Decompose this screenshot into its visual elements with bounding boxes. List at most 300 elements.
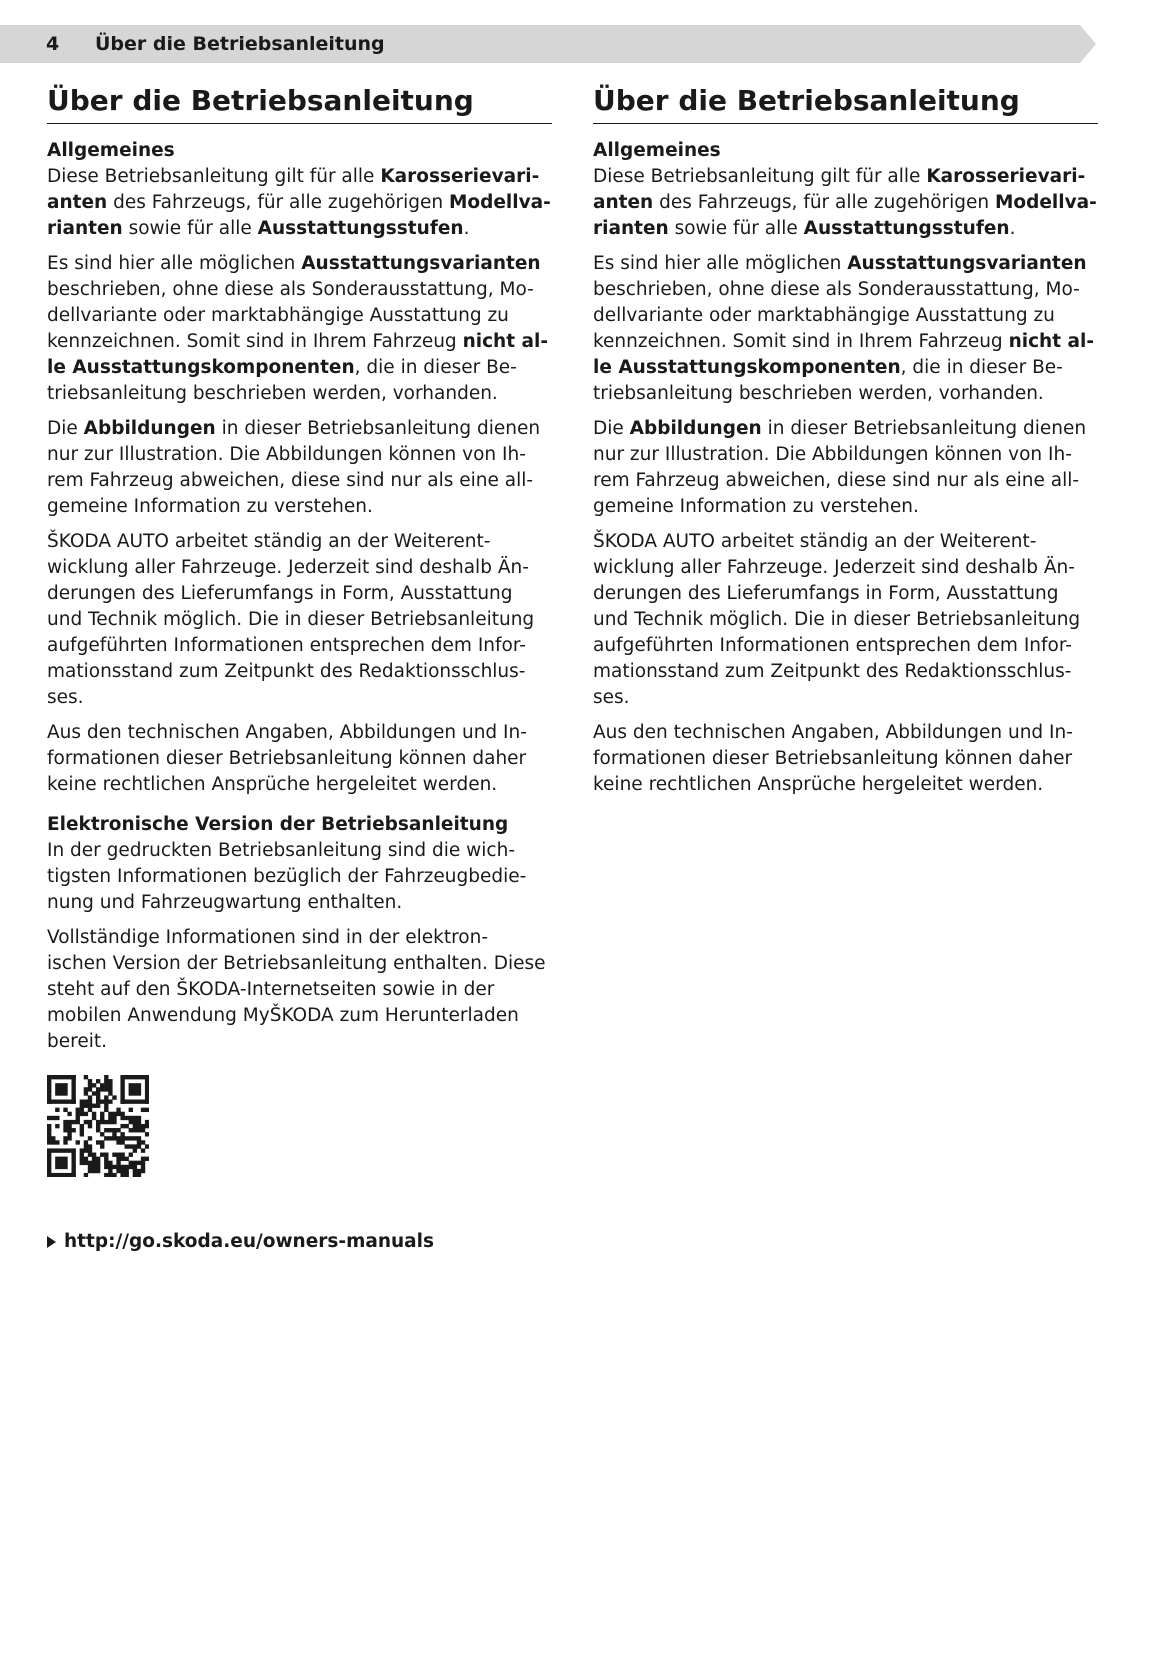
- qr-module: [125, 1173, 129, 1177]
- qr-module: [84, 1112, 88, 1116]
- qr-module: [100, 1144, 104, 1148]
- qr-module: [80, 1108, 84, 1112]
- qr-module: [67, 1124, 71, 1128]
- qr-module: [104, 1099, 108, 1103]
- qr-finder: [47, 1148, 51, 1177]
- text-line: kennzeichnen. Somit sind in Ihrem Fahrzeug nicht al-: [593, 331, 1094, 352]
- qr-module: [47, 1140, 51, 1144]
- text-line: beschrieben, ohne diese als Sonderausstattung, Mo-: [593, 279, 1080, 300]
- qr-module: [100, 1112, 104, 1116]
- qr-module: [116, 1136, 120, 1140]
- paragraph: [47, 416, 552, 520]
- qr-module: [120, 1132, 124, 1136]
- electronic-version-body: [47, 838, 552, 1055]
- qr-module: [137, 1120, 141, 1124]
- header-arrow-tab: [1080, 25, 1096, 63]
- text-line: anten des Fahrzeugs, für alle zugehörigen Modellva-: [593, 192, 1097, 213]
- qr-module: [84, 1144, 88, 1148]
- qr-module: [84, 1173, 88, 1177]
- qr-module: [67, 1120, 71, 1124]
- qr-module: [88, 1124, 92, 1128]
- qr-module: [129, 1153, 133, 1157]
- qr-module: [84, 1104, 88, 1108]
- qr-module: [63, 1124, 67, 1128]
- text-line: mationsstand zum Zeitpunkt des Redaktionsschlus-: [47, 661, 526, 682]
- qr-module: [116, 1169, 120, 1173]
- qr-module: [71, 1120, 75, 1124]
- qr-module: [116, 1165, 120, 1169]
- qr-module: [129, 1120, 133, 1124]
- qr-module: [120, 1140, 124, 1144]
- qr-module: [112, 1116, 116, 1120]
- text-line: Diese Betriebsanleitung gilt für alle Karosserievari-: [593, 166, 1086, 187]
- text-line: derungen des Lieferumfangs in Form, Ausstattung: [47, 583, 513, 604]
- qr-module: [120, 1116, 124, 1120]
- qr-module: [145, 1157, 149, 1161]
- qr-module: [47, 1116, 51, 1120]
- qr-module: [129, 1128, 133, 1132]
- qr-module: [100, 1140, 104, 1144]
- qr-module: [67, 1136, 71, 1140]
- owners-manual-link-text[interactable]: http://go.skoda.eu/owners-manuals: [64, 1231, 435, 1252]
- qr-module: [145, 1124, 149, 1128]
- qr-module: [129, 1108, 133, 1112]
- qr-module: [120, 1157, 124, 1161]
- text-line: triebsanleitung beschrieben werden, vorhanden.: [593, 383, 1044, 404]
- qr-module: [88, 1136, 92, 1140]
- text-line: rem Fahrzeug abweichen, diese sind nur als eine all-: [47, 470, 534, 491]
- text-line: keine rechtlichen Ansprüche hergeleitet werden.: [593, 774, 1044, 795]
- qr-module: [141, 1108, 145, 1112]
- qr-module: [88, 1079, 92, 1083]
- text-line: wicklung aller Fahrzeuge. Jederzeit sind deshalb Än-: [47, 557, 529, 578]
- qr-module: [96, 1161, 100, 1165]
- qr-module: [116, 1108, 120, 1112]
- qr-module: [96, 1124, 100, 1128]
- text-line: formationen dieser Betriebsanleitung können daher: [593, 748, 1073, 769]
- qr-module: [129, 1165, 133, 1169]
- qr-module: [133, 1161, 137, 1165]
- qr-module: [92, 1091, 96, 1095]
- qr-code-graphic: [47, 1075, 149, 1177]
- qr-module: [96, 1091, 100, 1095]
- qr-module: [112, 1112, 116, 1116]
- qr-module: [120, 1136, 124, 1140]
- qr-module: [133, 1165, 137, 1169]
- text-line: mobilen Anwendung MyŠKODA zum Herunterladen: [47, 1005, 519, 1026]
- text-line: Aus den technischen Angaben, Abbildungen und In-: [593, 722, 1073, 743]
- text-line: In der gedruckten Betriebsanleitung sind die wich-: [47, 840, 516, 861]
- text-line: wicklung aller Fahrzeuge. Jederzeit sind deshalb Än-: [593, 557, 1075, 578]
- text-line: aufgeführten Informationen entsprechen dem Infor-: [593, 635, 1072, 656]
- qr-module: [141, 1161, 145, 1165]
- qr-module: [96, 1104, 100, 1108]
- qr-module: [112, 1120, 116, 1124]
- running-title: Über die Betriebsanleitung: [95, 33, 385, 55]
- text-line: derungen des Lieferumfangs in Form, Ausstattung: [593, 583, 1059, 604]
- paragraph: [593, 416, 1098, 520]
- qr-module: [120, 1112, 124, 1116]
- qr-module: [120, 1173, 124, 1177]
- qr-module: [145, 1108, 149, 1112]
- paragraph: [47, 251, 552, 407]
- qr-module: [141, 1169, 145, 1173]
- paragraph: [593, 529, 1098, 711]
- qr-module: [104, 1128, 108, 1132]
- qr-module: [88, 1153, 92, 1157]
- qr-finder: [145, 1075, 149, 1104]
- qr-module: [133, 1148, 137, 1152]
- text-line: beschrieben, ohne diese als Sonderausstattung, Mo-: [47, 279, 534, 300]
- qr-module: [120, 1169, 124, 1173]
- qr-module: [137, 1140, 141, 1144]
- qr-finder: [55, 1083, 68, 1096]
- qr-module: [88, 1108, 92, 1112]
- qr-module: [47, 1136, 51, 1140]
- text-line: gemeine Information zu verstehen.: [47, 496, 373, 517]
- qr-module: [108, 1173, 112, 1177]
- text-line: nung und Fahrzeugwartung enthalten.: [47, 892, 403, 913]
- qr-module: [80, 1104, 84, 1108]
- qr-module: [84, 1140, 88, 1144]
- text-line: kennzeichnen. Somit sind in Ihrem Fahrzeug nicht al-: [47, 331, 548, 352]
- qr-module: [80, 1132, 84, 1136]
- qr-module: [116, 1140, 120, 1144]
- qr-module: [100, 1083, 104, 1087]
- qr-module: [137, 1161, 141, 1165]
- qr-module: [96, 1128, 100, 1132]
- qr-module: [96, 1095, 100, 1099]
- qr-module: [104, 1136, 108, 1140]
- qr-module: [129, 1144, 133, 1148]
- qr-module: [84, 1120, 88, 1124]
- qr-module: [47, 1132, 51, 1136]
- qr-module: [63, 1108, 67, 1112]
- qr-module: [112, 1095, 116, 1099]
- text-line: Die Abbildungen in dieser Betriebsanleitung dienen: [47, 418, 541, 439]
- qr-module: [63, 1136, 67, 1140]
- qr-module: [104, 1079, 108, 1083]
- qr-module: [92, 1153, 96, 1157]
- qr-finder: [71, 1075, 75, 1104]
- qr-module: [125, 1116, 129, 1120]
- qr-module: [55, 1124, 59, 1128]
- qr-module: [120, 1153, 124, 1157]
- qr-module: [108, 1091, 112, 1095]
- text-line: Aus den technischen Angaben, Abbildungen und In-: [47, 722, 527, 743]
- qr-module: [84, 1148, 88, 1152]
- qr-module: [63, 1140, 67, 1144]
- paragraph: [593, 251, 1098, 407]
- qr-module: [104, 1104, 108, 1108]
- section-title: Über die Betriebsanleitung: [593, 84, 1098, 124]
- text-line: tigsten Informationen bezüglich der Fahrzeugbedie-: [47, 866, 527, 887]
- qr-module: [112, 1173, 116, 1177]
- qr-module: [141, 1165, 145, 1169]
- qr-module: [104, 1087, 108, 1091]
- qr-module: [51, 1136, 55, 1140]
- qr-module: [125, 1124, 129, 1128]
- qr-module: [108, 1087, 112, 1091]
- qr-module: [145, 1120, 149, 1124]
- qr-module: [88, 1144, 92, 1148]
- qr-module: [108, 1165, 112, 1169]
- qr-module: [137, 1144, 141, 1148]
- text-line: ischen Version der Betriebsanleitung enthalten. Diese: [47, 953, 546, 974]
- qr-module: [63, 1128, 67, 1132]
- qr-module: [125, 1165, 129, 1169]
- qr-module: [67, 1132, 71, 1136]
- qr-code: [47, 1075, 149, 1177]
- qr-module: [88, 1169, 92, 1173]
- text-line: Es sind hier alle möglichen Ausstattungsvarianten: [47, 253, 541, 274]
- qr-module: [80, 1148, 84, 1152]
- text-line: gemeine Information zu verstehen.: [593, 496, 919, 517]
- text-line: formationen dieser Betriebsanleitung können daher: [47, 748, 527, 769]
- text-line: Vollständige Informationen sind in der elektron-: [47, 927, 489, 948]
- qr-module: [133, 1144, 137, 1148]
- general-heading: Allgemeines: [47, 140, 175, 161]
- qr-module: [80, 1124, 84, 1128]
- qr-module: [125, 1169, 129, 1173]
- text-line: le Ausstattungskomponenten, die in dieser Be-: [47, 357, 517, 378]
- qr-module: [133, 1120, 137, 1124]
- qr-module: [108, 1161, 112, 1165]
- qr-module: [116, 1112, 120, 1116]
- qr-module: [137, 1173, 141, 1177]
- qr-module: [84, 1157, 88, 1161]
- text-line: rianten sowie für alle Ausstattungsstufen.: [47, 218, 470, 239]
- qr-finder: [47, 1075, 51, 1104]
- qr-module: [141, 1128, 145, 1132]
- qr-module: [108, 1128, 112, 1132]
- qr-module: [88, 1165, 92, 1169]
- qr-module: [145, 1132, 149, 1136]
- qr-module: [51, 1140, 55, 1144]
- text-line: anten des Fahrzeugs, für alle zugehörigen Modellva-: [47, 192, 551, 213]
- text-line: aufgeführten Informationen entsprechen dem Infor-: [47, 635, 526, 656]
- qr-module: [104, 1157, 108, 1161]
- qr-module: [104, 1083, 108, 1087]
- qr-module: [80, 1128, 84, 1132]
- qr-module: [108, 1116, 112, 1120]
- general-body: [47, 164, 552, 798]
- qr-module: [88, 1083, 92, 1087]
- paragraph: [47, 720, 552, 798]
- qr-module: [96, 1157, 100, 1161]
- triangle-right-icon: [47, 1236, 56, 1248]
- qr-module: [47, 1128, 51, 1132]
- qr-module: [129, 1136, 133, 1140]
- qr-module: [108, 1099, 112, 1103]
- qr-module: [108, 1136, 112, 1140]
- text-line: ses.: [47, 687, 84, 708]
- qr-module: [141, 1157, 145, 1161]
- qr-module: [96, 1140, 100, 1144]
- text-line: nur zur Illustration. Die Abbildungen können von Ih-: [593, 444, 1072, 465]
- qr-module: [112, 1165, 116, 1169]
- qr-module: [76, 1116, 80, 1120]
- text-line: mationsstand zum Zeitpunkt des Redaktionsschlus-: [593, 661, 1072, 682]
- text-line: rem Fahrzeug abweichen, diese sind nur als eine all-: [593, 470, 1080, 491]
- qr-module: [133, 1169, 137, 1173]
- qr-finder: [129, 1083, 142, 1096]
- qr-module: [55, 1116, 59, 1120]
- paragraph: [47, 838, 552, 916]
- qr-module: [96, 1165, 100, 1169]
- qr-module: [80, 1153, 84, 1157]
- qr-module: [108, 1112, 112, 1116]
- qr-module: [92, 1161, 96, 1165]
- text-line: bereit.: [47, 1031, 107, 1052]
- qr-module: [88, 1161, 92, 1165]
- qr-module: [96, 1079, 100, 1083]
- paragraph: [47, 164, 552, 242]
- qr-module: [71, 1128, 75, 1132]
- qr-module: [96, 1120, 100, 1124]
- qr-module: [137, 1128, 141, 1132]
- qr-module: [100, 1132, 104, 1136]
- qr-module: [125, 1144, 129, 1148]
- qr-module: [137, 1169, 141, 1173]
- qr-module: [104, 1153, 108, 1157]
- page-number: 4: [46, 33, 60, 55]
- qr-module: [100, 1120, 104, 1124]
- qr-module: [104, 1095, 108, 1099]
- qr-finder: [120, 1075, 124, 1104]
- text-line: le Ausstattungskomponenten, die in dieser Be-: [593, 357, 1063, 378]
- qr-module: [125, 1136, 129, 1140]
- general-heading: Allgemeines: [593, 140, 721, 161]
- paragraph: [593, 720, 1098, 798]
- qr-finder: [71, 1148, 75, 1177]
- qr-module: [96, 1099, 100, 1103]
- qr-module: [137, 1116, 141, 1120]
- qr-module: [92, 1083, 96, 1087]
- qr-module: [55, 1108, 59, 1112]
- qr-module: [51, 1116, 55, 1120]
- qr-module: [116, 1157, 120, 1161]
- qr-module: [67, 1128, 71, 1132]
- qr-module: [84, 1075, 88, 1079]
- qr-module: [92, 1165, 96, 1169]
- text-line: ŠKODA AUTO arbeitet ständig an der Weiterent-: [47, 531, 491, 552]
- text-line: und Technik möglich. Die in dieser Betriebsanleitung: [593, 609, 1081, 630]
- qr-module: [88, 1120, 92, 1124]
- general-body: [593, 164, 1098, 798]
- text-line: dellvariante oder marktabhängige Ausstattung zu: [593, 305, 1055, 326]
- qr-module: [84, 1087, 88, 1091]
- qr-module: [133, 1173, 137, 1177]
- qr-module: [108, 1083, 112, 1087]
- qr-module: [120, 1165, 124, 1169]
- qr-module: [92, 1169, 96, 1173]
- qr-module: [47, 1124, 51, 1128]
- qr-module: [92, 1104, 96, 1108]
- qr-module: [137, 1124, 141, 1128]
- qr-module: [125, 1157, 129, 1161]
- text-line: Es sind hier alle möglichen Ausstattungsvarianten: [593, 253, 1087, 274]
- qr-module: [112, 1153, 116, 1157]
- qr-module: [84, 1091, 88, 1095]
- qr-module: [104, 1173, 108, 1177]
- qr-module: [96, 1169, 100, 1173]
- qr-module: [92, 1116, 96, 1120]
- qr-module: [141, 1140, 145, 1144]
- qr-module: [116, 1128, 120, 1132]
- paragraph: [47, 529, 552, 711]
- qr-finder: [55, 1157, 68, 1170]
- text-line: und Technik möglich. Die in dieser Betriebsanleitung: [47, 609, 535, 630]
- qr-module: [145, 1144, 149, 1148]
- qr-module: [108, 1120, 112, 1124]
- qr-module: [76, 1120, 80, 1124]
- qr-module: [63, 1120, 67, 1124]
- left-column: [47, 84, 552, 1255]
- paragraph: [47, 925, 552, 1055]
- qr-module: [92, 1112, 96, 1116]
- text-line: ŠKODA AUTO arbeitet ständig an der Weiterent-: [593, 531, 1037, 552]
- text-line: keine rechtlichen Ansprüche hergeleitet werden.: [47, 774, 498, 795]
- qr-module: [76, 1108, 80, 1112]
- qr-module: [55, 1140, 59, 1144]
- text-line: dellvariante oder marktabhängige Ausstattung zu: [47, 305, 509, 326]
- qr-module: [80, 1157, 84, 1161]
- qr-module: [104, 1075, 108, 1079]
- qr-module: [104, 1120, 108, 1124]
- qr-module: [96, 1087, 100, 1091]
- qr-module: [133, 1124, 137, 1128]
- qr-module: [108, 1169, 112, 1173]
- qr-module: [80, 1099, 84, 1103]
- text-line: steht auf den ŠKODA-Internetseiten sowie in der: [47, 979, 495, 1000]
- qr-module: [88, 1087, 92, 1091]
- qr-module: [76, 1140, 80, 1144]
- electronic-version-heading: Elektronische Version der Betriebsanleitung: [47, 814, 509, 835]
- qr-module: [100, 1116, 104, 1120]
- qr-module: [120, 1124, 124, 1128]
- qr-module: [112, 1136, 116, 1140]
- right-column: [593, 84, 1098, 807]
- qr-module: [133, 1128, 137, 1132]
- qr-module: [88, 1099, 92, 1103]
- text-line: ses.: [593, 687, 630, 708]
- qr-module: [84, 1161, 88, 1165]
- qr-module: [112, 1132, 116, 1136]
- qr-module: [100, 1099, 104, 1103]
- paragraph: [593, 164, 1098, 242]
- qr-module: [100, 1087, 104, 1091]
- qr-module: [84, 1099, 88, 1103]
- text-line: nur zur Illustration. Die Abbildungen können von Ih-: [47, 444, 526, 465]
- text-line: rianten sowie für alle Ausstattungsstufen.: [593, 218, 1016, 239]
- qr-module: [116, 1161, 120, 1165]
- text-line: Die Abbildungen in dieser Betriebsanleitung dienen: [593, 418, 1087, 439]
- qr-module: [141, 1148, 145, 1152]
- qr-module: [112, 1128, 116, 1132]
- qr-module: [76, 1112, 80, 1116]
- qr-module: [133, 1116, 137, 1120]
- owners-manual-link[interactable]: [47, 1229, 552, 1255]
- section-title: Über die Betriebsanleitung: [47, 84, 552, 124]
- text-line: triebsanleitung beschrieben werden, vorhanden.: [47, 383, 498, 404]
- qr-module: [104, 1108, 108, 1112]
- qr-module: [92, 1157, 96, 1161]
- qr-module: [129, 1116, 133, 1120]
- qr-module: [80, 1112, 84, 1116]
- text-line: Diese Betriebsanleitung gilt für alle Karosserievari-: [47, 166, 540, 187]
- qr-module: [67, 1112, 71, 1116]
